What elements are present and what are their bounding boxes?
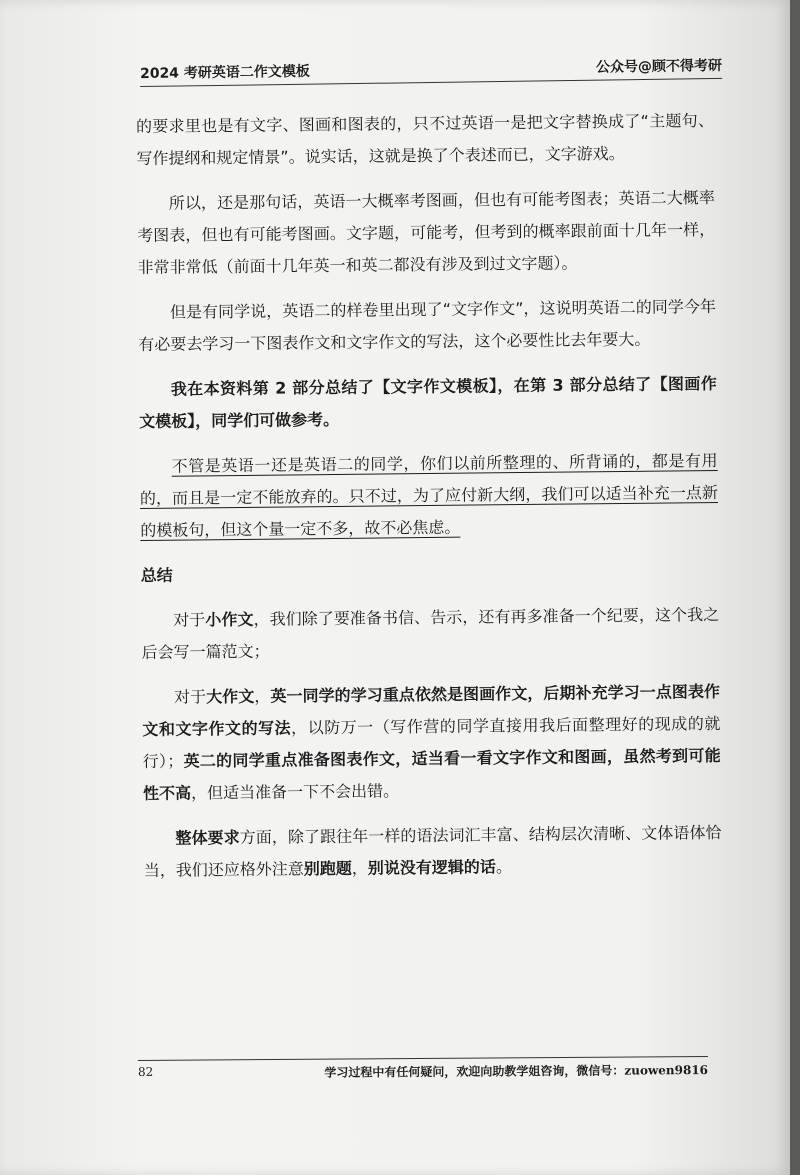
paragraph-5-underlined: 不管是英语一还是英语二的同学，你们以前所整理的、所背诵的，都是有用的，而且是一定不能放弃的。只不过，为了应付新大纲，我们可以适当补充一点新的模板句，但这个量一定不多，故不必焦虑。 [139,450,719,541]
paragraph-4-bold: 我在本资料第 2 部分总结了【文字作文模板】，在第 3 部分总结了【图画作文模板】，同学们可做参考。 [139,373,717,432]
page-number: 82 [137,1064,154,1079]
summary-emphasis: 英一同学的学习重点依然是图画作文，后期补充学习一点图表作文和文字作文的写法 [142,681,721,740]
paragraph-2: 所以，还是那句话，英语一大概率考图画，但也有可能考图表；英语二大概率考图表，但也有可能考图画。文字题，可能考，但考到的概率跟前面十几年一样，非常非常低（前面十几年英一和英二都没有涉及到过文字题）。 [137,187,716,278]
paragraph-1: 的要求里也是有文字、图画和图表的，只不过英语一是把文字替换成了“主题句、写作提纲和规定情景”。说实话，这就是换了个表述而已，文字游戏。 [135,110,715,169]
page-content [136,105,722,900]
summary-text: ，以防万一（写作营的同学直接用我后面整理好的现成的就行）； [142,713,721,772]
header-title: 2024 考研英语二作文模板 [139,63,310,83]
summary-emphasis: 别跑题 [303,858,352,879]
summary-text: ， [254,686,271,706]
paragraph-3: 但是有同学说，英语二的样卷里出现了“文字作文”，这说明英语二的同学今年有必要去学习一下图表作文和文字作文的写法，这个必要性比去年要大。 [138,296,717,355]
summary-text: 。 [495,857,512,877]
summary-paragraph-2 [142,676,721,810]
summary-text: ，但适当准备一下不会出错。 [190,781,400,803]
page-header [140,52,722,87]
page-footer [138,1056,708,1082]
footer-note: 学习过程中有任何疑问，欢迎向助教学姐咨询，微信号：zuowen9816 [324,1063,709,1080]
summary-text: ， [351,858,368,878]
summary-keyword: 小作文 [205,609,254,630]
summary-paragraph-1 [141,599,720,669]
summary-text: 对于 [173,687,207,707]
summary-paragraph-3 [143,817,722,887]
summary-text: 方面，除了跟往年一样的语法词汇丰富、结构层次清晰、文体语体恰当，我们还应格外注意 [143,822,722,881]
summary-emphasis: 别说没有逻辑的话 [367,857,496,878]
summary-text: ，我们除了要准备书信、告示，还有再多准备一个纪要，这个我之后会写一篇范文； [141,604,720,663]
section-title: 总结 [140,565,173,586]
summary-text: 对于 [173,610,206,630]
summary-keyword: 大作文 [206,686,255,707]
summary-keyword: 整体要求 [175,828,240,848]
summary-emphasis: 英二的同学重点准备图表作文，适当看一看文字作文和图画，虽然考到可能性不高 [142,745,721,804]
header-account: 公众号@顾不得考研 [595,57,723,76]
